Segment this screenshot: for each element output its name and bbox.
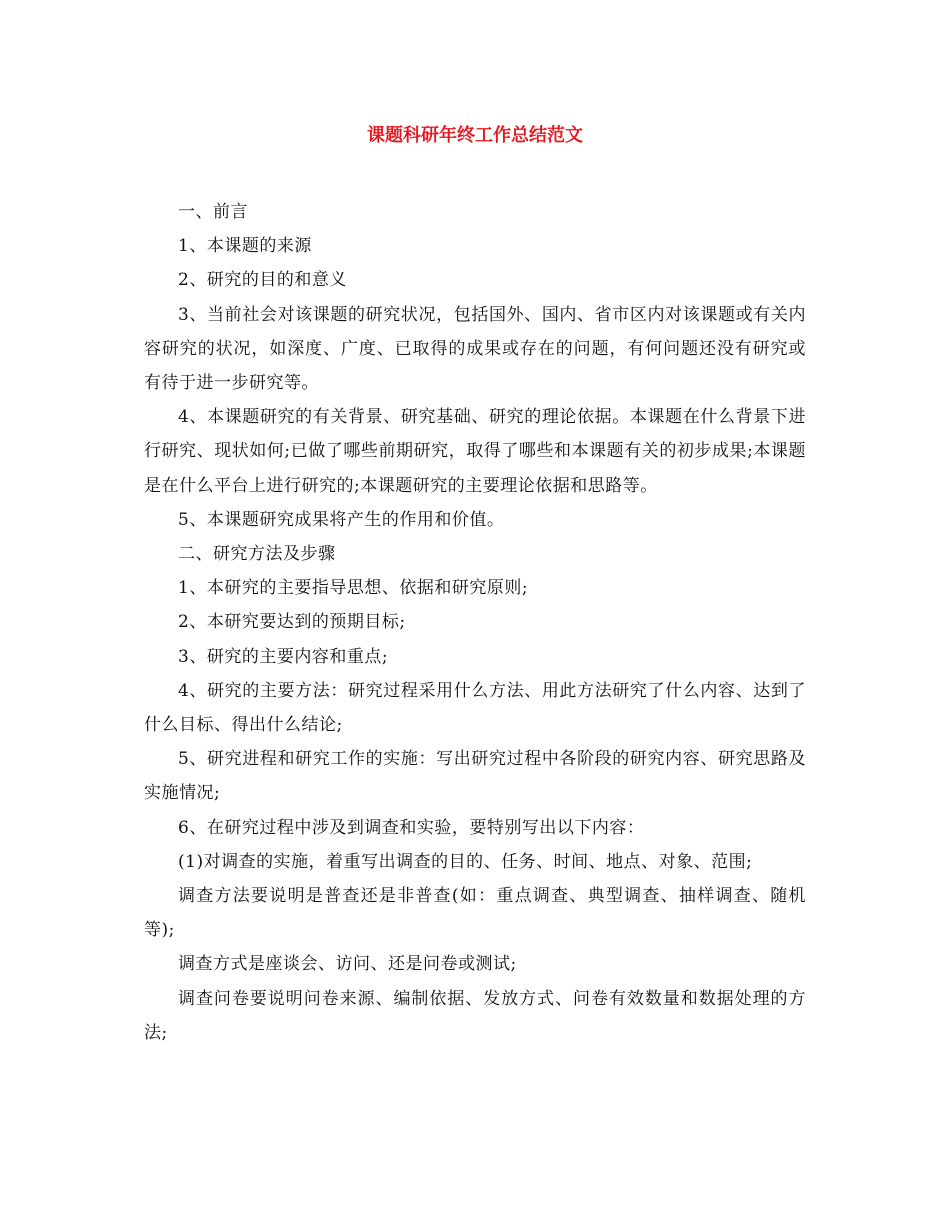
section-heading-preface: 一、前言 <box>178 202 248 222</box>
paragraph: 1、本研究的主要指导思想、依据和研究原则; <box>178 578 529 599</box>
paragraph: 6、在研究过程中涉及到调查和实验，要特别写出以下内容： <box>178 817 645 838</box>
paragraph: 2、研究的目的和意义 <box>178 270 347 291</box>
paragraph: 3、研究的主要内容和重点; <box>178 646 389 667</box>
section-heading-methods: 二、研究方法及步骤 <box>178 544 336 565</box>
paragraph: 调查方式是座谈会、访问、还是问卷或测试; <box>178 954 517 975</box>
paragraph: 2、本研究要达到的预期目标; <box>178 612 406 633</box>
paragraph: 4、研究的主要方法：研究过程采用什么方法、用此方法研究了什么内容、达到了什么目标、得出什么结论; <box>144 680 806 736</box>
paragraph: (1)对调查的实施，着重写出调查的目的、任务、时间、地点、对象、范围; <box>178 851 753 872</box>
paragraph: 1、本课题的来源 <box>178 236 312 257</box>
paragraph: 5、本课题研究成果将产生的作用和价值。 <box>178 509 505 530</box>
paragraph: 3、当前社会对该课题的研究状况，包括国外、国内、省市区内对该课题或有关内容研究的状况，如深度、广度、已取得的成果或存在的问题，有何问题还没有研究或有待于进一步研究等。 <box>144 304 806 394</box>
document-body <box>144 195 806 1050</box>
paragraph: 5、研究进程和研究工作的实施：写出研究过程中各阶段的研究内容、研究思路及实施情况; <box>144 749 806 804</box>
paragraph: 调查问卷要说明问卷来源、编制依据、发放方式、问卷有效数量和数据处理的方法; <box>144 988 806 1043</box>
document-title: 课题科研年终工作总结范文 <box>367 125 583 146</box>
paragraph: 调查方法要说明是普查还是非普查(如：重点调查、典型调查、抽样调查、随机等); <box>144 886 806 941</box>
paragraph: 4、本课题研究的有关背景、研究基础、研究的理论依据。本课题在什么背景下进行研究、现状如何;已做了哪些前期研究，取得了哪些和本课题有关的初步成果;本课题是在什么平台上进行研究的;本课题研究的主要理论依据和思路等。 <box>144 407 806 496</box>
